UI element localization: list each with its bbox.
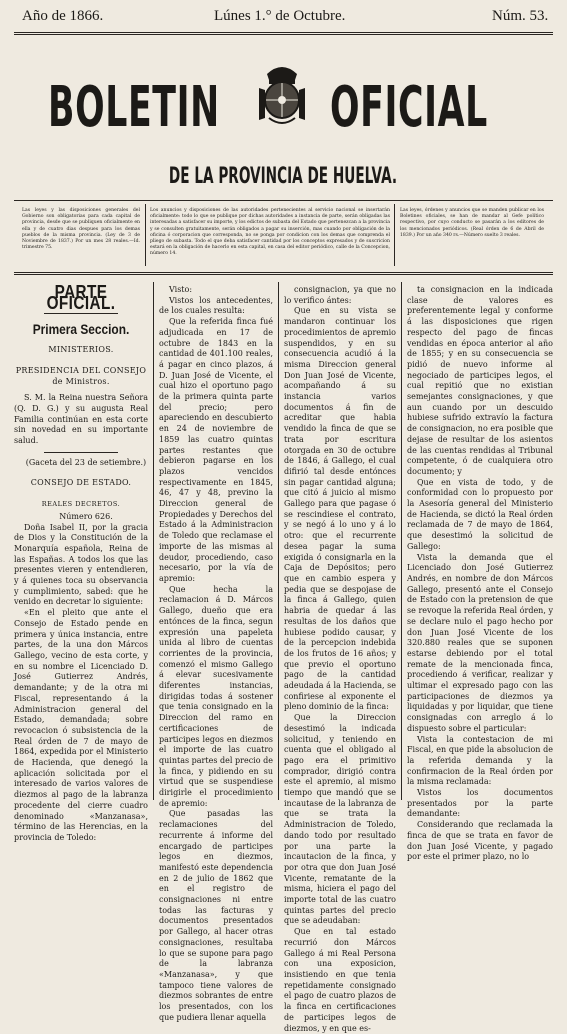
paragraph: Doña Isabel II, por la gracia de Dios y la Constitución de la Monarquía española, Reina de las Españas. A todos los que las presentes vieren y entendieren, y á quienes toca su observancia y cumplimiento, sabed: que he venido en decretar lo siguiente: bbox=[14, 522, 148, 607]
divider bbox=[44, 452, 118, 453]
top-rule-double bbox=[14, 34, 553, 35]
paragraph: Que pasadas las reclamaciones del recurrente á informe del encargado de participes legos en diezmos, manifestó este dependencia en 2 de julio de 1862 que en el registro de consignaciones ni entre todas las facturas y documentos presentados por Gallego, al hacer otras consignaciones, resultaba lo que se supone para pago de la labranza «Manzanasa», y que tampoco tiene valores de diezmos sobrantes de entre los presentados, con los que pudiera llenar aquella bbox=[159, 809, 273, 1022]
paragraph: Visto: bbox=[169, 285, 193, 294]
paragraph: Que hecha la reclamacion á D. Márcos Gallego, dueño que era entónces de la finca, segun expresión una papeleta unida al libro de cuentas corrientes de la provincia, comenzó el mismo Gallego á elevar sucesivamente diferentes instancias, dirigidas todas á sostener que tenia consignado en la Direccion del ramo en certificaciones de participes legos en diezmos el importe de las cuatro quintas partes del precio de la finca, y pidiendo en su virtud que se suspendiese dirigirle el procedimiento de apremio: bbox=[159, 584, 273, 808]
ministries-heading: MINISTERIOS. bbox=[48, 345, 114, 355]
paragraph: Vistos los antecedentes, de los cuales resulta: bbox=[159, 295, 273, 316]
paragraph: Vista la contestacion de mi Fiscal, en que pide la absolucion de la referida demanda y la confirmacion de la Real órden por la misma reclamada: bbox=[407, 734, 553, 787]
heading-rule bbox=[44, 313, 118, 314]
coat-of-arms-icon bbox=[247, 60, 317, 128]
presidency-heading: PRESIDENCIA DEL CONSEJO de Ministros. bbox=[15, 365, 147, 386]
paragraph: Que en tal estado recurrió don Márcos Gallego á mi Real Persona con una exposicion, insistiendo en que tenia repetidamente consignado el pago de cuatro plazos de la finca en certificaciones de participes legos de diezmos, y en que es- bbox=[284, 927, 396, 1033]
notice-divider bbox=[394, 204, 395, 266]
column-divider bbox=[278, 282, 279, 800]
column-divider bbox=[401, 282, 402, 800]
masthead-rule bbox=[14, 200, 553, 201]
paragraph: ta consignacion en la indicada clase de valores es preferentemente legal y conforme á las disposiciones que rigen respecto del pago de fincas vendidas en época anterior al año de 1855; y en su consecuencia se pidió de nuevo informe al negociado de participes legos, el cual repitió que no existian semejantes consignaciones, y que aun cuando por un descuido hubiese sufrido extravío la factura de consignacion, no era posible que dejase de resultar de los asientos de las cuentas rendidas al Tribunal competente, ó de cualquiera otro documento; y bbox=[407, 285, 553, 476]
top-rule bbox=[14, 32, 553, 33]
council-heading: CONSEJO DE ESTADO. bbox=[30, 478, 132, 488]
issue-year: Año de 1866. bbox=[22, 8, 104, 24]
masthead-title-right: OFICIAL bbox=[330, 75, 488, 140]
masthead-title-left: BOLETIN bbox=[48, 75, 220, 140]
dateline bbox=[14, 6, 553, 28]
issue-date: Lúnes 1.° de Octubre. bbox=[214, 8, 346, 24]
paragraph: Que la Direccion desestimó la indicada solicitud, y teniendo en cuenta que el obligado al pago era el primitivo comprador, dirigió contra este el apremio, al mismo tiempo que mandó que se incautase de la labranza de que se trata la Administracion de Toledo, dando todo por resultado por una parte la incautacion de la finca, y por otra que don Juan José Vicente, rematante de la misma, hiciera el pago del importe total de las cuatro quintas partes del precio que se adeudaban: bbox=[284, 713, 396, 926]
notice-divider bbox=[145, 204, 146, 266]
paragraph: Que en vista de todo, y de conformidad con lo propuesto por la Asesoría general del Ministerio de Hacienda, se dictó la Real órden reclamada de 7 de mayo de 1864, que desestimó la solicitud de Gallego: bbox=[407, 477, 553, 551]
paragraph: Vista la demanda que el Licenciado don José Gutierrez Andrés, en nombre de don Márcos Gallego, presentó ante el Consejo de Estado con la pretension de que se revoque la referida Real órden, y se declare nulo el pago hecho por don Juan José Vicente de los 320.880 reales que se suponen estarse debiendo por el total remate de la mencionada finca, procediendo á verificar, realizar y ultimar el expresado pago con las participaciones de diezmos ya liquidadas y por liquidar, que tiene consignadas con arreglo á lo dispuesto sobre el particular: bbox=[407, 552, 553, 733]
paragraph: consignacion, ya que no lo verifico ántes: bbox=[284, 285, 396, 305]
column-1 bbox=[14, 282, 148, 844]
column-4 bbox=[407, 285, 553, 863]
paragraph: Que la referida finca fué adjudicada en 17 de octubre de 1843 en la cantidad de 401.100 reales, á pagar en cinco plazos, á D. Juan José de Vicente, el cual hizo el oportuno pago de la primera quinta parte del precio; pero apareciendo en descubierto en 24 de noviembre de 1859 las cuatro quintas partes restantes que debieron pagarse en los plazos vencidos respectivamente en 1845, 46, 47 y 48, previno la Direccion general de Propiedades y Derechos del Estado á la Administracion de Toledo que reclamase el importe de las mismas al deudor, procediendo, caso necesario, por la vía de apremio: bbox=[159, 317, 273, 583]
first-section-heading: Primera Seccion. bbox=[32, 321, 130, 338]
paragraph: S. M. la Reina nuestra Señora (Q. D. G.) y su augusta Real Familia continúan en esta corte sin novedad en su importante salud. bbox=[14, 393, 148, 446]
column-2 bbox=[159, 285, 273, 1024]
notice-rule bbox=[14, 272, 553, 273]
issue-number: Núm. 53. bbox=[492, 8, 549, 24]
column-3 bbox=[284, 285, 396, 1034]
gaceta-reference: (Gaceta del 23 de setiembre.) bbox=[25, 457, 147, 467]
decrees-heading: REALES DECRETOS. bbox=[41, 500, 121, 509]
notice-rule-double bbox=[14, 274, 553, 275]
notice-center: Los anuncios y disposiciones de las autoridades pertenecientes al servicio nacional se insertarán oficialmente: todo lo que se publique por dichas autoridades a instancia de parte, serán obligadas las interesadas a satisfacer su importe, y los edictos de subasta del Estado que pertenezcan a la provincia y se consulten gratuitamente, serán obligados a pagar su inserción, mas cuando por obligación de la oficina ó corporacion que corresponda, no se ponga por condicion con los demas que comprenda el pliego de subasta. Todo el que deba satisfacer cantidad por los conceptos expresados y de suscricion estará en la obligación de hacerlo en esta capital, en casa del editor periódico, calle de la Concepcion, número 14. bbox=[150, 208, 390, 257]
paragraph: «En el pleito que ante el Consejo de Estado pende en primera y única instancia, entre partes, de la una don Márcos Gallego, vecino de esta corte, y en su nombre el Licenciado D. José Gutierrez Andrés, demandante; y de la otra mi Fiscal, representando á la Administracion general del Estado, demandada; sobre revocacion ó subsistencia de la Real órden de 7 de mayo de 1864, expedida por el Ministerio de Hacienda, que denegó la aplicación solicitada por el interesado de varios valores de diezmos al pago de la labranza procedente del cierre cuadro denominado «Manzanasa», término de las Herencias, en la provincia de Toledo: bbox=[14, 608, 148, 842]
masthead-subtitle: DE LA PROVINCIA DE HUELVA. bbox=[169, 164, 398, 189]
paragraph: Considerando que reclamada la finca de que se trata en favor de don Juan José Vicente, y pagado por este el primer plazo, no lo bbox=[407, 820, 553, 862]
column-divider bbox=[153, 282, 154, 800]
paragraph: Que en su vista se mandaron continuar los procedimientos de apremio suspendidos, y en su consecuencia acudió á la misma Direccion general Don Juan José de Vicente, acompañando á su instancia varios documentos á fin de acreditar que habia vendido la finca de que se trata por escritura otorgada en 30 de octubre de 1846, á Gallego, el cual difirió tal desde entónces sin pagar cantidad alguna; que citó á juicio al mismo Gallego para que pagase ó se rescindiese el contrato, y se negó á lo uno y á lo otro: que el recurrente desea pagar la suma exigida ó consignarla en la Caja de Depósitos; pero que en cambio espera y pedia que se despojase de la finca á Gallego, quien habria de quedar á las resultas de los daños que hubiese podido causar, y de la percepcion indebida de los frutos de 16 años; y que previo el oportuno pago de la cantidad adeudada á la Hacienda, se confiriese al exponente el pleno dominio de la finca: bbox=[284, 306, 396, 712]
official-part-heading: PARTE OFICIAL. bbox=[46, 282, 116, 313]
decree-number: Número 626. bbox=[59, 511, 113, 521]
paragraph: Vistos los documentos presentados por la parte demandante: bbox=[407, 788, 553, 819]
notice-right: Las leyes, órdenes y anuncios que se manden publicar en los Boletines oficiales, se han de mandar al Gefe político respectivo, por cuyo conducto se pasarán a los editores de los mencionados periódicos. (Real órden de 6 de Abril de 1839.) Por un año 340 rs.—Número suelto 3 reales. bbox=[400, 208, 544, 238]
notice-left: Las leyes y las disposiciones generales del Gobierno son obligatorias para cada capital de provincia, desde que se publiquen oficialmente en ella y de cuatro dias despues para los demas pueblos de la misma provincia. (Ley de 3 de Noviembre de 1837.) Por un mes 28 reales.—Id. trimestre 75. bbox=[22, 208, 140, 251]
